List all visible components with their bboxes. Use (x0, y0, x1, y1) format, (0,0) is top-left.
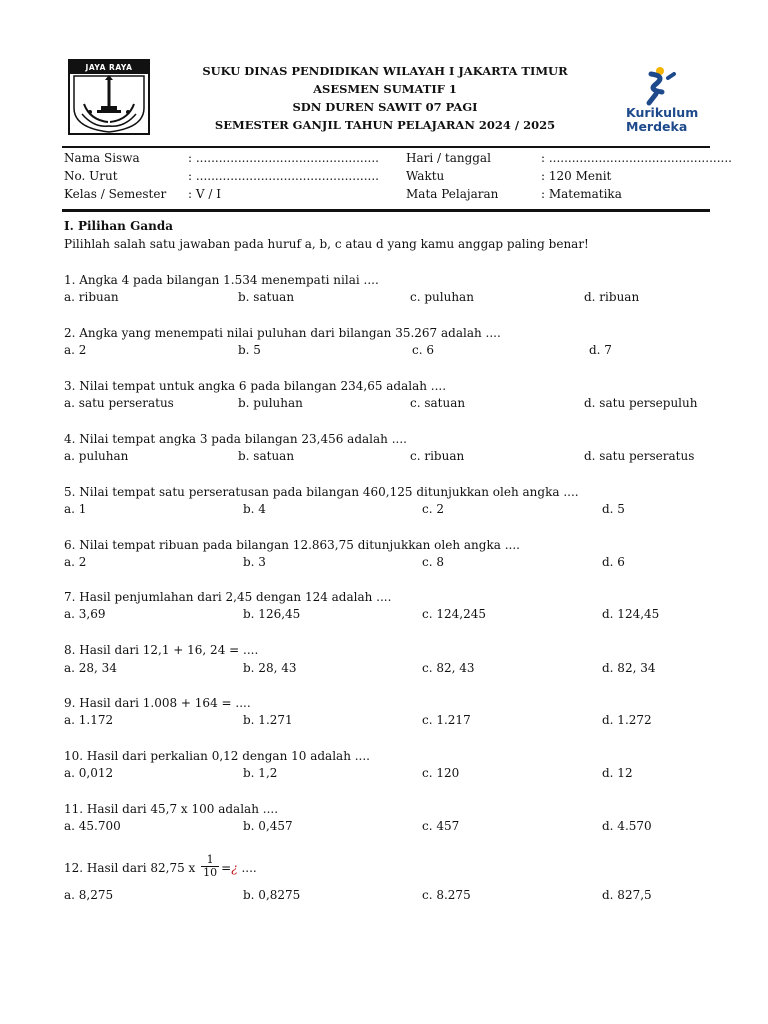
info-value-waktu: : 120 Menit (541, 169, 612, 183)
question-5-option-d: d. 5 (602, 502, 625, 516)
question-9-option-d: d. 1.272 (602, 713, 652, 727)
question-3-option-a: a. satu perseratus (64, 396, 174, 410)
section-instruction: Pilihlah salah satu jawaban pada huruf a, b, c atau d yang kamu anggap paling benar! (64, 237, 589, 251)
question-5-stem: 5. Nilai tempat satu perseratusan pada bilangan 460,125 ditunjukkan oleh angka .... (64, 485, 579, 499)
info-value-kelas: : V / I (188, 187, 221, 201)
info-label-waktu: Waktu (406, 169, 445, 183)
question-8-option-d: d. 82, 34 (602, 661, 656, 675)
question-10-stem: 10. Hasil dari perkalian 0,12 dengan 10 adalah .... (64, 749, 370, 763)
question-3-option-d: d. satu persepuluh (584, 396, 698, 410)
info-value-nama: : ................................................ (188, 151, 379, 165)
question-1-option-b: b. satuan (238, 290, 295, 304)
section-title: I. Pilihan Ganda (64, 219, 173, 233)
fraction-numerator: 1 (201, 854, 219, 867)
question-9-stem: 9. Hasil dari 1.008 + 164 = .... (64, 696, 251, 710)
header-agency: SUKU DINAS PENDIDIKAN WILAYAH I JAKARTA TIMUR (202, 64, 568, 78)
question-11-option-a: a. 45.700 (64, 819, 121, 833)
question-6-option-d: d. 6 (602, 555, 625, 569)
monas-emblem-icon (70, 74, 148, 133)
fraction-one-tenth (201, 854, 219, 879)
header-school: SDN DUREN SAWIT 07 PAGI (292, 100, 478, 114)
header-divider-top (62, 146, 710, 148)
question-1-stem: 1. Angka 4 pada bilangan 1.534 menempati nilai .... (64, 273, 379, 287)
question-2-option-d: d. 7 (589, 343, 612, 357)
info-label-mapel: Mata Pelajaran (406, 187, 499, 201)
question-5-option-b: b. 4 (243, 502, 266, 516)
question-11-option-b: b. 0,457 (243, 819, 293, 833)
question-9-option-a: a. 1.172 (64, 713, 114, 727)
question-12-option-c: c. 8.275 (422, 888, 471, 902)
info-value-hari: : ................................................ (541, 151, 732, 165)
question-3-option-b: b. puluhan (238, 396, 303, 410)
kurikulum-merdeka-text (626, 106, 698, 134)
question-12-stem-prefix: 12. Hasil dari 82,75 x (64, 861, 196, 875)
info-value-mapel: : Matematika (541, 187, 622, 201)
question-8-option-a: a. 28, 34 (64, 661, 117, 675)
header-divider-bottom (62, 209, 710, 212)
question-1-option-d: d. ribuan (584, 290, 640, 304)
question-7-stem: 7. Hasil penjumlahan dari 2,45 dengan 124 adalah .... (64, 590, 392, 604)
question-12-option-d: d. 827,5 (602, 888, 652, 902)
question-4-option-d: d. satu perseratus (584, 449, 695, 463)
question-3-option-c: c. satuan (410, 396, 466, 410)
jakarta-emblem-logo (68, 59, 150, 135)
question-6-option-b: b. 3 (243, 555, 266, 569)
question-4-stem: 4. Nilai tempat angka 3 pada bilangan 23,456 adalah .... (64, 432, 407, 446)
question-12-option-b: b. 0,8275 (243, 888, 301, 902)
header-semester: SEMESTER GANJIL TAHUN PELAJARAN 2024 / 2025 (214, 118, 556, 132)
question-9-option-c: c. 1.217 (422, 713, 471, 727)
question-12-stem-suffix: .... (237, 861, 257, 875)
question-7-option-a: a. 3,69 (64, 607, 106, 621)
info-label-kelas: Kelas / Semester (64, 187, 167, 201)
question-1-option-c: c. puluhan (410, 290, 474, 304)
info-label-hari: Hari / tanggal (406, 151, 491, 165)
question-5-option-c: c. 2 (422, 502, 444, 516)
logo-text-line1: Kurikulum (626, 105, 699, 120)
exam-header (160, 62, 610, 134)
question-11-stem: 11. Hasil dari 45,7 x 100 adalah .... (64, 802, 279, 816)
question-9-option-b: b. 1.271 (243, 713, 293, 727)
question-6-option-c: c. 8 (422, 555, 444, 569)
question-12-stem (64, 853, 257, 881)
fraction-denominator: 10 (203, 866, 218, 879)
question-7-option-b: b. 126,45 (243, 607, 301, 621)
question-11-option-d: d. 4.570 (602, 819, 652, 833)
question-2-stem: 2. Angka yang menempati nilai puluhan dari bilangan 35.267 adalah .... (64, 326, 501, 340)
question-2-option-a: a. 2 (64, 343, 87, 357)
question-10-option-b: b. 1,2 (243, 766, 278, 780)
question-2-option-c: c. 6 (412, 343, 434, 357)
logo-banner-text: JAYA RAYA (70, 61, 148, 74)
question-5-option-a: a. 1 (64, 502, 87, 516)
question-10-option-c: c. 120 (422, 766, 460, 780)
question-4-option-b: b. satuan (238, 449, 295, 463)
question-6-option-a: a. 2 (64, 555, 87, 569)
question-6-stem: 6. Nilai tempat ribuan pada bilangan 12.863,75 ditunjukkan oleh angka .... (64, 538, 520, 552)
question-8-option-b: b. 28, 43 (243, 661, 297, 675)
question-3-stem: 3. Nilai tempat untuk angka 6 pada bilangan 234,65 adalah .... (64, 379, 447, 393)
question-2-option-b: b. 5 (238, 343, 261, 357)
question-10-option-a: a. 0,012 (64, 766, 114, 780)
question-11-option-c: c. 457 (422, 819, 460, 833)
info-value-nourut: : ................................................ (188, 169, 379, 183)
question-10-option-d: d. 12 (602, 766, 633, 780)
question-4-option-c: c. ribuan (410, 449, 465, 463)
logo-text-line2: Merdeka (626, 119, 688, 134)
question-8-option-c: c. 82, 43 (422, 661, 475, 675)
question-mark-glyph: ¿ (231, 861, 238, 875)
kurikulum-merdeka-logo (622, 66, 712, 136)
header-exam-title: ASESMEN SUMATIF 1 (313, 82, 457, 96)
question-7-option-d: d. 124,45 (602, 607, 660, 621)
info-label-nourut: No. Urut (64, 169, 118, 183)
question-8-stem: 8. Hasil dari 12,1 + 16, 24 = .... (64, 643, 259, 657)
question-4-option-a: a. puluhan (64, 449, 129, 463)
question-7-option-c: c. 124,245 (422, 607, 486, 621)
question-1-option-a: a. ribuan (64, 290, 119, 304)
info-label-nama: Nama Siswa (64, 151, 140, 165)
question-12-option-a: a. 8,275 (64, 888, 114, 902)
equals-sign: = (221, 861, 232, 875)
kurikulum-merdeka-icon (622, 66, 682, 106)
